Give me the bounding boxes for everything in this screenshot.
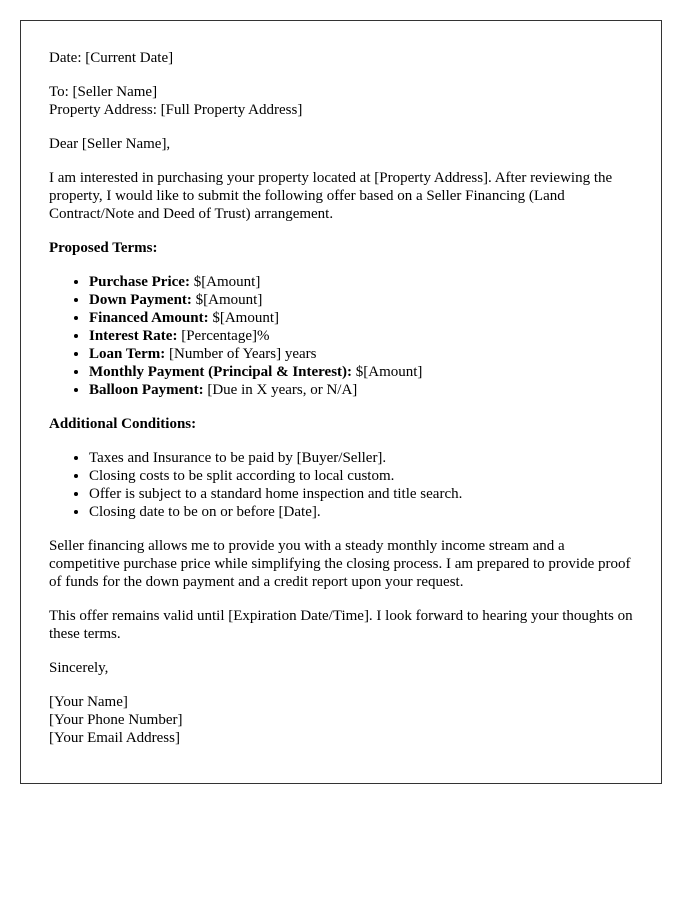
offer-letter (20, 20, 662, 784)
term-item: • Balloon Payment: [Due in X years, or N/A] (89, 381, 633, 399)
condition-item: • Taxes and Insurance to be paid by [Buyer/Seller]. (89, 449, 633, 467)
signature-name: [Your Name] (49, 694, 128, 710)
term-item: • Financed Amount: $[Amount] (89, 309, 633, 327)
intro-paragraph: I am interested in purchasing your property located at [Property Address]. After reviewing the property, I would like to submit the following offer based on a Seller Financing (Land Contract/Note and Deed of Trust) arrangement. (49, 170, 613, 222)
term-item: • Interest Rate: [Percentage]% (89, 327, 633, 345)
signature-phone: [Your Phone Number] (49, 712, 183, 728)
term-item: • Monthly Payment (Principal & Interest): $[Amount] (89, 363, 633, 381)
validity-paragraph: This offer remains valid until [Expiration Date/Time]. I look forward to hearing your thoughts on these terms. (49, 608, 633, 642)
term-item: • Down Payment: $[Amount] (89, 291, 633, 309)
conditions-list (49, 449, 633, 521)
closing: Sincerely, (49, 660, 109, 676)
condition-item: • Offer is subject to a standard home inspection and title search. (89, 485, 633, 503)
date-line: Date: [Current Date] (49, 50, 174, 66)
to-line: To: [Seller Name] (49, 84, 158, 100)
property-address-line: Property Address: [Full Property Address] (49, 102, 303, 118)
benefits-paragraph: Seller financing allows me to provide you with a steady monthly income stream and a competitive purchase price while simplifying the closing process. I am prepared to provide proof of funds for the down payment and a credit report upon your request. (49, 538, 631, 590)
conditions-heading: Additional Conditions: (49, 416, 197, 432)
salutation: Dear [Seller Name], (49, 136, 171, 152)
term-item: • Purchase Price: $[Amount] (89, 273, 633, 291)
terms-list (49, 273, 633, 399)
terms-heading: Proposed Terms: (49, 240, 158, 256)
signature-block (49, 693, 633, 747)
recipient-block (49, 83, 633, 119)
condition-item: • Closing date to be on or before [Date]. (89, 503, 633, 521)
term-item: • Loan Term: [Number of Years] years (89, 345, 633, 363)
signature-email: [Your Email Address] (49, 730, 180, 746)
condition-item: • Closing costs to be split according to local custom. (89, 467, 633, 485)
